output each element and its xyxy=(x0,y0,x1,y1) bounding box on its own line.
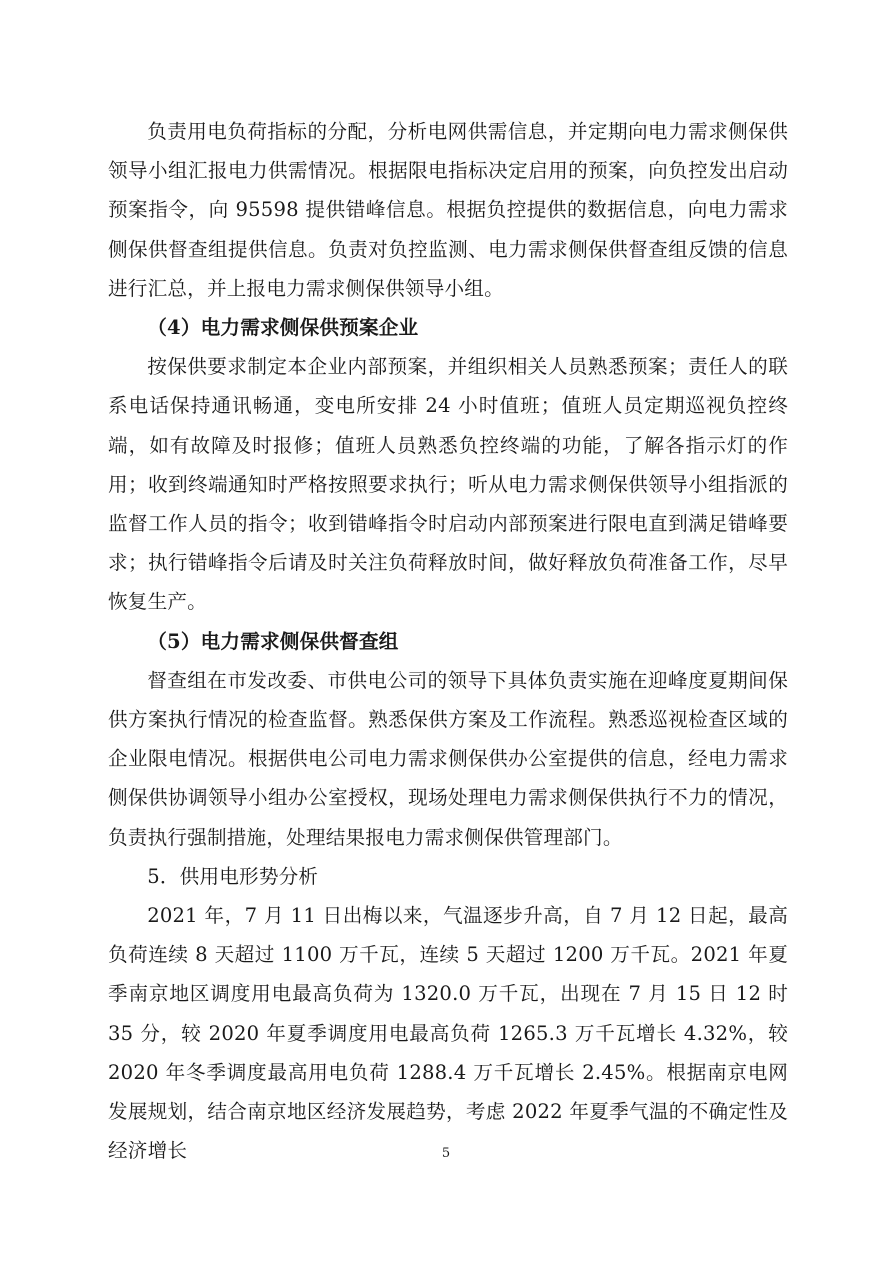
paragraph-load-allocation: 负责用电负荷指标的分配，分析电网供需信息，并定期向电力需求侧保供领导小组汇报电力供需情况。根据限电指标决定启用的预案，向负控发出启动预案指令，向 95598 提供错峰信息。根据负控提供的数据信息，向电力需求侧保供督查组提供信息。负责对负控监测、电力需求侧保供督查组反馈的信息进行汇总，并上报电力需求侧保供领导小组。 xyxy=(108,120,788,300)
page-number: 5 xyxy=(441,1146,451,1161)
heading-inspection-group: （5）电力需求侧保供督查组 xyxy=(147,629,399,653)
paragraph-inspection-group: 督查组在市发改委、市供电公司的领导下具体负责实施在迎峰度夏期间保供方案执行情况的检查监督。熟悉保供方案及工作流程。熟悉巡视检查区域的企业限电情况。根据供电公司电力需求侧保供办公室提供的信息，经电力需求侧保供协调领导小组办公室授权，现场处理电力需求侧保供执行不力的情况，负责执行强制措施，处理结果报电力需求侧保供管理部门。 xyxy=(108,668,788,849)
paragraph-supply-analysis: 2021 年，7 月 11 日出梅以来，气温逐步升高，自 7 月 12 日起，最高负荷连续 8 天超过 1100 万千瓦，连续 5 天超过 1200 万千瓦。2021 年夏季南京地区调度用电最高负荷为 1320.0 万千瓦，出现在 7 月 15 日 12 时 35 分，较 2020 年夏季调度用电最高负荷 1265.3 万千瓦增长 4.32%，较 2020 年冬季调度最高用电负荷 1288.4 万千瓦增长 2.45%。根据南京电网发展规划，结合南京地区经济发展趋势，考虑 2022 年夏季气温的不确定性及经济增长 xyxy=(108,904,788,1163)
document-body xyxy=(108,112,788,1170)
section-title-supply-analysis: 5．供用电形势分析 xyxy=(147,864,319,888)
heading-plan-enterprises: （4）电力需求侧保供预案企业 xyxy=(147,316,419,340)
paragraph-plan-enterprises: 按保供要求制定本企业内部预案，并组织相关人员熟悉预案；责任人的联系电话保持通讯畅通，变电所安排 24 小时值班；值班人员定期巡视负控终端，如有故障及时报修；值班人员熟悉负控终端的功能，了解各指示灯的作用；收到终端通知时严格按照要求执行；听从电力需求侧保供领导小组指派的监督工作人员的指令；收到错峰指令时启动内部预案进行限电直到满足错峰要求；执行错峰指令后请及时关注负荷释放时间，做好释放负荷准备工作，尽早恢复生产。 xyxy=(108,355,788,614)
